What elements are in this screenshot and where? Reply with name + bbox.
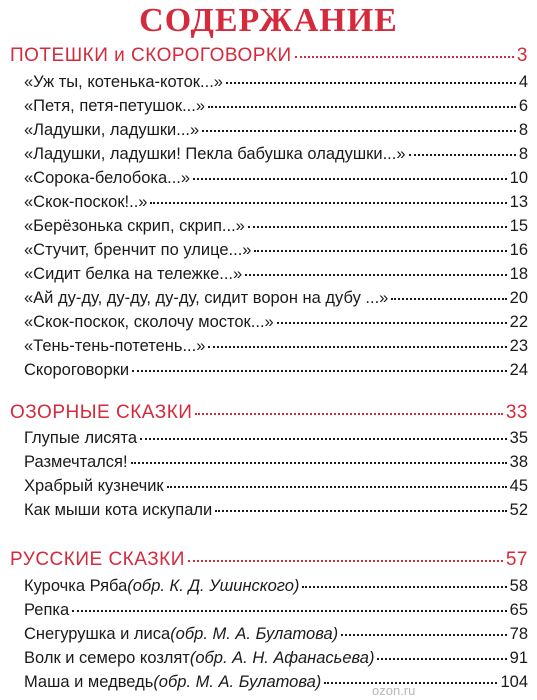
leader-dots <box>132 370 507 372</box>
toc-entry[interactable] <box>24 477 528 496</box>
section-page: 33 <box>505 402 528 423</box>
toc-entry[interactable] <box>24 577 528 596</box>
toc-entry[interactable] <box>24 217 528 236</box>
toc-entry[interactable] <box>24 337 528 356</box>
entry-title: «Сидит белка на тележке...» <box>24 265 243 283</box>
toc-entry[interactable] <box>24 121 528 140</box>
entry-title: «Петя, петя-петушок...» <box>24 97 205 115</box>
entry-page: 15 <box>509 217 528 235</box>
entry-page: 104 <box>500 673 528 691</box>
entry-title: Маша и медведь <box>24 673 154 691</box>
entry-page: 58 <box>509 577 528 595</box>
entry-title: Снегурушка и лиса <box>24 625 171 643</box>
section-title: ПОТЕШКИ и СКОРОГОВОРКИ <box>10 45 292 66</box>
entry-page: 13 <box>509 193 528 211</box>
toc-entry[interactable] <box>24 145 528 164</box>
entry-title: Храбрый кузнечик <box>24 477 164 495</box>
entry-title: «Уж ты, котенька-коток...» <box>24 73 223 91</box>
leader-dots <box>302 586 506 588</box>
toc-entry[interactable] <box>24 361 528 380</box>
leader-dots <box>391 298 506 300</box>
toc-entry[interactable] <box>24 97 528 116</box>
section-title: РУССКИЕ СКАЗКИ <box>10 549 185 570</box>
entry-title: Курочка Ряба <box>24 577 128 595</box>
watermark: ozon.ru <box>372 683 416 698</box>
entry-page: 8 <box>518 121 528 139</box>
section-page: 57 <box>505 549 528 570</box>
section-page: 3 <box>516 45 528 66</box>
entry-title: «Ай ду-ду, ду-ду, ду-ду, сидит ворон на дубу ...» <box>24 289 389 307</box>
toc-entry[interactable] <box>24 429 528 448</box>
entry-page: 10 <box>509 169 528 187</box>
leader-dots <box>72 610 506 612</box>
toc-entry[interactable] <box>24 73 528 92</box>
toc-entry[interactable] <box>24 265 528 284</box>
entry-page: 52 <box>509 501 528 519</box>
toc-entry[interactable] <box>24 625 528 644</box>
entry-page: 6 <box>518 97 528 115</box>
entry-page: 38 <box>509 453 528 471</box>
entry-title: «Тень-тень-потетень...» <box>24 337 206 355</box>
leader-dots <box>245 274 506 276</box>
entry-title: «Стучит, бренчит по улице...» <box>24 241 252 259</box>
entry-title: «Ладушки, ладушки! Пекла бабушка оладушки...» <box>24 145 406 163</box>
leader-dots <box>277 322 507 324</box>
toc-section-russkie[interactable] <box>10 549 528 571</box>
leader-dots <box>341 634 506 636</box>
entry-title: «Скок-поскок!..» <box>24 193 148 211</box>
entry-page: 8 <box>518 145 528 163</box>
entry-page: 22 <box>509 313 528 331</box>
entry-page: 16 <box>509 241 528 259</box>
leader-dots <box>167 486 507 488</box>
entry-page: 23 <box>509 337 528 355</box>
entry-page: 91 <box>509 649 528 667</box>
toc-entry[interactable] <box>24 289 528 308</box>
leader-dots <box>150 202 506 204</box>
entry-page: 45 <box>509 477 528 495</box>
leader-dots <box>295 56 514 58</box>
entry-note: (обр. К. Д. Ушинского) <box>127 577 300 595</box>
toc-entry[interactable] <box>24 501 528 520</box>
leader-dots <box>215 510 506 512</box>
toc-entry[interactable] <box>24 453 528 472</box>
entry-note: (обр. М. А. Булатова) <box>153 673 322 691</box>
entry-title: Как мыши кота искупали <box>24 501 213 519</box>
leader-dots <box>140 438 507 440</box>
leader-dots <box>202 130 516 132</box>
entry-title: Волк и семеро козлят <box>24 649 190 667</box>
entry-note: (обр. А. Н. Афанасьева) <box>189 649 375 667</box>
leader-dots <box>208 106 516 108</box>
toc-entry[interactable] <box>24 601 528 620</box>
section-title: ОЗОРНЫЕ СКАЗКИ <box>10 402 193 423</box>
toc-section-poteshki[interactable] <box>10 45 528 67</box>
leader-dots <box>188 560 503 562</box>
toc-entry[interactable] <box>24 169 528 188</box>
entry-title: «Берёзонька скрип, скрип...» <box>24 217 245 235</box>
toc-entry[interactable] <box>24 673 528 692</box>
entry-title: Скороговорки <box>24 361 130 379</box>
entry-page: 78 <box>509 625 528 643</box>
entry-title: Глупые лисята <box>24 429 138 447</box>
entry-note: (обр. М. А. Булатова) <box>170 625 339 643</box>
toc-entry[interactable] <box>24 193 528 212</box>
leader-dots <box>377 658 506 660</box>
leader-dots <box>195 413 502 415</box>
entry-title: «Скок-поскок, сколочу мосток...» <box>24 313 274 331</box>
entry-page: 24 <box>509 361 528 379</box>
entry-page: 20 <box>509 289 528 307</box>
leader-dots <box>193 178 507 180</box>
entry-title: Репка <box>24 601 70 619</box>
page-title: СОДЕРЖАНИЕ <box>139 2 398 39</box>
leader-dots <box>208 346 506 348</box>
entry-page: 18 <box>509 265 528 283</box>
toc-entry[interactable] <box>24 241 528 260</box>
toc-section-ozornye[interactable] <box>10 402 528 424</box>
entry-title: «Сорока-белобока...» <box>24 169 191 187</box>
entry-title: Размечтался! <box>24 453 128 471</box>
leader-dots <box>409 154 516 156</box>
leader-dots <box>131 462 507 464</box>
entry-page: 65 <box>509 601 528 619</box>
entry-page: 35 <box>509 429 528 447</box>
leader-dots <box>254 250 506 252</box>
leader-dots <box>226 82 516 84</box>
entry-page: 4 <box>518 73 528 91</box>
leader-dots <box>248 226 507 228</box>
toc-entry[interactable] <box>24 313 528 332</box>
toc-entry[interactable] <box>24 649 528 668</box>
entry-title: «Ладушки, ладушки...» <box>24 121 200 139</box>
